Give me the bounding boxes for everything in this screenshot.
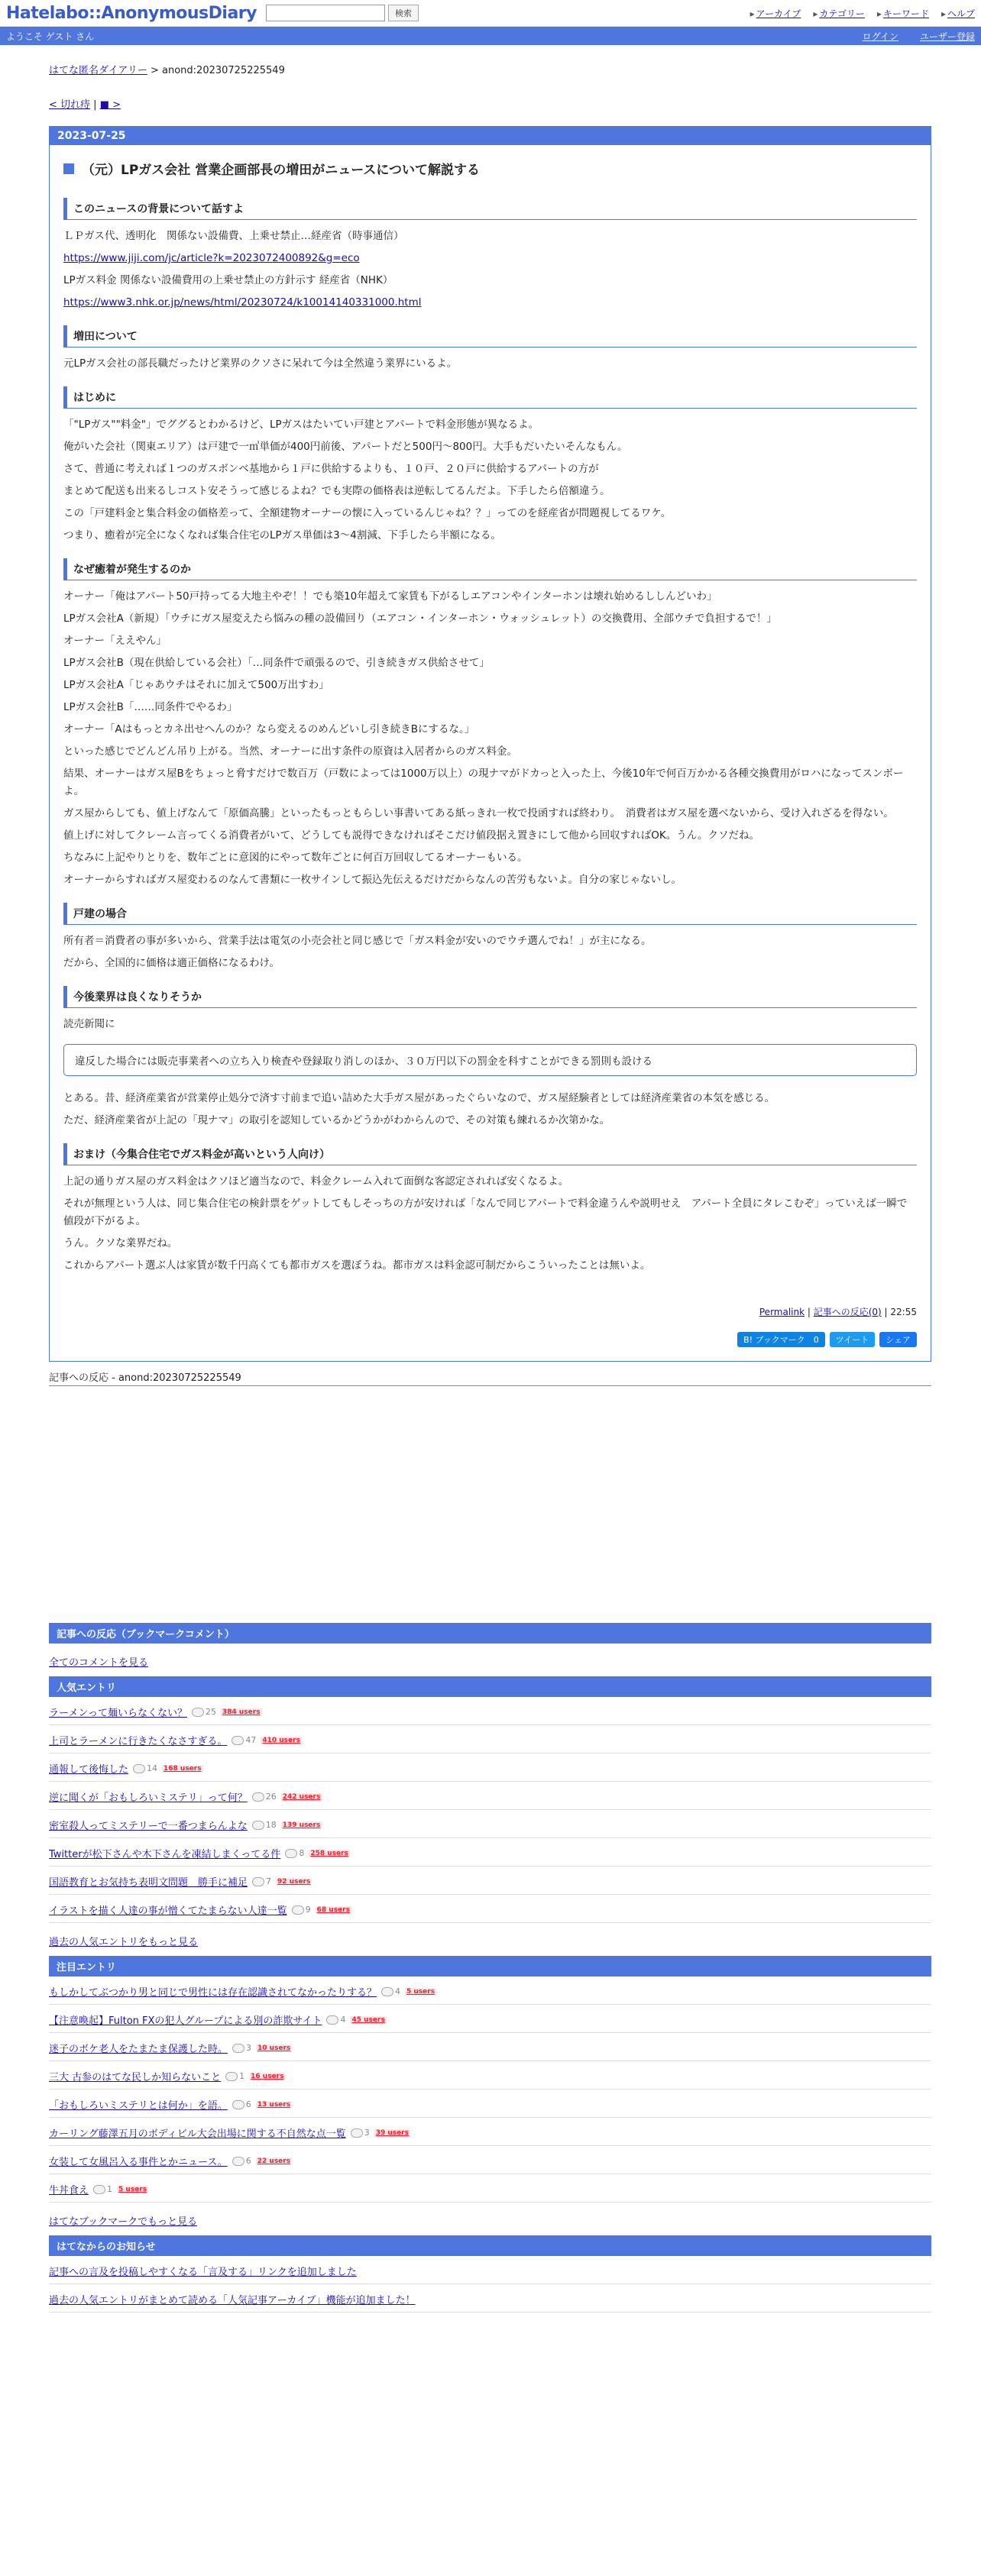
more-popular-link[interactable]: 過去の人気エントリをもっと見る (49, 1937, 199, 1948)
comment-count (232, 2099, 251, 2109)
bookmark-users-badge[interactable]: 16 users (251, 2072, 284, 2080)
comment-number: 4 (395, 1986, 401, 1996)
section-heading: 戸建の場合 (63, 903, 917, 925)
list-item (49, 1838, 931, 1867)
bookmark-users-badge[interactable]: 410 users (262, 1736, 300, 1744)
entry-link[interactable]: イラストを描く人達の事が憎くてたまらない人達一覧 (49, 1905, 287, 1917)
entry-link[interactable]: 逆に聞くが「おもしろいミステリ」って何？ (49, 1792, 248, 1804)
comment-number: 1 (107, 2184, 113, 2194)
comment-count (381, 1986, 400, 1996)
paragraph: 俺がいた会社（関東エリア）は戸建で一㎥単価が400円前後、アパートだと500円〜800円。大手もだいたいそんなもん。 (63, 441, 628, 453)
paragraph: とある。昔、経済産業省が営業停止処分で済す寸前まで追い詰めた大手ガス屋があったぐらいなので、ガス屋経験者としては経済産業省の本気を感じる。 (63, 1092, 775, 1104)
comment-count (351, 2128, 370, 2138)
news-link[interactable]: 過去の人気エントリがまとめて読める「人気記事アーカイブ」機能が追加ました！ (49, 2295, 416, 2306)
entry-link[interactable]: 女装して女風呂入る事件とかニュース。 (49, 2157, 228, 2168)
entry-time: 22:55 (890, 1307, 917, 1317)
bookmark-users-badge[interactable]: 258 users (310, 1849, 348, 1857)
section-heading: 増田について (63, 325, 917, 347)
bookmark-users-badge[interactable]: 39 users (375, 2128, 410, 2137)
pager (49, 96, 931, 111)
comment-count (252, 1820, 277, 1830)
news-link-jiji[interactable]: https://www.jiji.com/jc/article?k=2023072400892&g=eco (63, 252, 360, 264)
paragraph: ＬＰガス代、透明化 関係ない設備費、上乗せ禁止…経産省（時事通信） (63, 230, 404, 242)
list-item (49, 1782, 931, 1810)
list-item (49, 1895, 931, 1923)
comment-icon (351, 2128, 363, 2138)
paragraph: 所有者＝消費者の事が多いから、営業手法は電気の小売会社と同じ感じで「ガス料金が安いのでウチ選んでね！」が主になる。 (63, 935, 652, 947)
paragraph: オーナー「Aはもっとカネ出せへんのか？なら変えるのめんどいし引き続きBにするな。」 (63, 723, 475, 735)
paragraph: といった感じでどんどん吊り上がる。当然、オーナーに出す条件の原資は入居者からのガス料金。 (63, 745, 517, 758)
comment-count (231, 1735, 256, 1745)
section-heading: なぜ癒着が発生するのか (63, 558, 917, 580)
entry-date: 2023-07-25 (50, 127, 931, 145)
paragraph: 結果、オーナーはガス屋Bをちょっと脅すだけで数百万（戸数によっては1000万以上）の現ナマがドカっと入った上、今後10年で何百万かかる各種交換費用がロハになってスンボーよ。 (63, 768, 904, 797)
site-logo[interactable]: Hatelabo::AnonymousDiary (6, 3, 257, 23)
permalink[interactable]: Permalink (759, 1307, 805, 1317)
section-heading: はじめに (63, 386, 917, 409)
comment-count (292, 1905, 311, 1915)
entry-body (50, 145, 931, 1361)
comment-icon (133, 1764, 145, 1773)
next-entry-link[interactable]: ■ > (99, 99, 121, 111)
search-button[interactable]: 検索 (388, 5, 419, 21)
blank-area (49, 1386, 931, 1615)
comment-count (252, 1792, 277, 1802)
paragraph: ちなみに上記やりとりを、数年ごとに意図的にやって数年ごとに何百万回収してるオーナーもいる。 (63, 852, 528, 864)
nav-help[interactable]: ▸ ヘルプ (941, 7, 975, 20)
comment-icon (252, 1821, 264, 1830)
comment-number: 47 (245, 1735, 257, 1745)
comment-icon (252, 1877, 264, 1886)
paragraph: 「"LPガス""料金"」でググるとわかるけど、LPガスはたいてい戸建とアパートで料金形態が異なるよ。 (63, 419, 539, 431)
comment-icon (381, 1987, 393, 1996)
nav-category[interactable]: ▸ カテゴリー (813, 7, 865, 20)
comment-number: 7 (266, 1876, 272, 1886)
comment-icon (192, 1708, 204, 1717)
comment-icon (292, 1905, 304, 1915)
paragraph: LPガス料金 関係ない設備費用の上乗せ禁止の方針示す 経産省（NHK） (63, 274, 393, 286)
paragraph: これからアパート選ぶ人は家賃が数千円高くても都市ガスを選ぼうね。都市ガスは料金認可制だからこういったことは無いよ。 (63, 1259, 651, 1272)
prev-entry-link[interactable]: < 切れ痔 (49, 99, 91, 111)
comment-count (93, 2184, 112, 2194)
all-comments-link[interactable]: 全てのコメントを見る (49, 1657, 149, 1669)
bookmark-users-badge[interactable]: 242 users (282, 1792, 321, 1801)
paragraph: だから、全国的に価格は適正価格になるわけ。 (63, 957, 280, 969)
entry-box (49, 126, 931, 1362)
comment-count (225, 2071, 244, 2081)
comment-count (285, 1848, 304, 1858)
breadcrumb-home[interactable]: はてな匿名ダイアリー (49, 65, 147, 76)
paragraph: まとめて配送も出来るしコスト安そうって感じるよね？でも実際の価格表は逆転してるんだよ。下手したら倍額違う。 (63, 485, 610, 497)
comment-number: 1 (239, 2071, 245, 2081)
entry-link[interactable]: 牛丼食え (49, 2185, 89, 2196)
entry-link[interactable]: 【注意喚起】Fulton FXの犯人グループによる別の詐欺サイト (49, 2015, 322, 2027)
section-heading: このニュースの背景について話すよ (63, 198, 917, 220)
bookmark-users-badge[interactable]: 10 users (257, 2044, 291, 2052)
hatena-bookmark-button[interactable]: B! ブックマーク 0 (737, 1332, 825, 1347)
bookmark-users-badge[interactable]: 168 users (164, 1764, 202, 1773)
entry-link[interactable]: ラーメンって麺いらなくない？ (49, 1708, 187, 1719)
list-item (49, 1697, 931, 1725)
breadcrumb (49, 62, 931, 76)
comment-number: 9 (305, 1905, 311, 1915)
list-item (49, 1867, 931, 1895)
paragraph: 読売新聞に (63, 1018, 115, 1030)
paragraph: LPガス会社B「……同条件でやるわ」 (63, 701, 238, 713)
paragraph: この「戸建料金と集合料金の価格差って、全額建物オーナーの懐に入っているんじゃね？？」ってのを経産省が問題視してるワケ。 (63, 507, 672, 519)
entry-link[interactable]: 密室殺人ってミステリーで一番つまらんよな (49, 1821, 248, 1832)
search-input[interactable] (266, 5, 385, 21)
list-item (49, 2090, 931, 2118)
featured-list (49, 1976, 931, 2203)
comment-icon (232, 2157, 244, 2166)
top-bar (0, 0, 981, 27)
comment-number: 6 (245, 2156, 251, 2166)
comment-icon (232, 2100, 244, 2109)
comment-number: 8 (299, 1848, 305, 1858)
entry-link[interactable]: 通報して後悔した (49, 1764, 129, 1776)
pager-sep: | (90, 99, 100, 111)
list-item (49, 1976, 931, 2005)
entry-title-text: （元）LPガス会社 営業企画部長の増田がニュースについて解説する (82, 163, 481, 178)
paragraph: オーナー「俺はアパート50戸持ってる大地主やぞ！！でも築10年超えて家賃も下がるしエアコンやインターホンは壊れ始めるししんどいわ」 (63, 590, 717, 603)
comment-icon (232, 2044, 244, 2053)
paragraph: LPガス会社A「じゃあウチはそれに加えて500万出すわ」 (63, 679, 329, 691)
comment-number: 6 (245, 2099, 251, 2109)
entry-link[interactable]: 上司とラーメンに行きたくなさすぎる。 (49, 1736, 228, 1747)
bookmark-users-badge[interactable]: 384 users (222, 1708, 261, 1716)
welcome-bar (0, 27, 981, 45)
featured-heading: 注目エントリ (49, 1956, 931, 1976)
entry-link[interactable]: カーリング藤澤五月のボディビル大会出場に関する不自然な点一覧 (49, 2128, 346, 2140)
reactions-link[interactable]: 記事への反応(0) (813, 1307, 882, 1317)
comment-count (192, 1707, 216, 1717)
entry-link[interactable]: もしかしてぶつかり男と同じで男性には存在認識されてなかったりする？ (49, 1987, 377, 1999)
reactions-label: 記事への反応 - anond:20230725225549 (49, 1369, 931, 1386)
paragraph: 上記の通りガス屋のガス料金はクソほど適当なので、料金クレーム入れて面倒な客認定されれば安くなるよ。 (63, 1175, 569, 1188)
list-item (49, 2146, 931, 2174)
bookmark-users-badge[interactable]: 45 users (351, 2015, 385, 2024)
paragraph: 値上げに対してクレーム言ってくる消費者がいて、どうしても説得できなければそこだけ値段据え置きにして他から回収すればOK。うん。クソだね。 (63, 829, 760, 842)
comment-count (326, 2015, 345, 2025)
list-item (49, 2118, 931, 2146)
paragraph: ただ、経済産業省が上記の「現ナマ」の取引を認知しているかどうかがわからんので、その対策も練れるか次第かな。 (63, 1114, 610, 1126)
list-item (49, 1725, 931, 1753)
tweet-button[interactable]: ツイート (830, 1332, 875, 1347)
comment-icon (285, 1849, 297, 1858)
popular-heading: 人気エントリ (49, 1676, 931, 1697)
comment-icon (252, 1792, 264, 1802)
paragraph: オーナー「ええやん」 (63, 635, 167, 647)
list-item (49, 2005, 931, 2033)
paragraph: それが無理という人は、同じ集合住宅の検針票をゲットしてもしそっちの方が安ければ「なんで同じアパートで料金違うんや説明せえ アパート全員にタレこむぞ」っていえば一瞬で値段が下がるよ。 (63, 1198, 908, 1227)
facebook-share-button[interactable]: シェア (879, 1332, 917, 1347)
welcome-text: ようこそ ゲスト さん (6, 31, 95, 42)
bookmark-users-badge[interactable]: 92 users (277, 1877, 311, 1886)
comment-count (232, 2043, 251, 2053)
footer-sep: | (881, 1307, 891, 1317)
section-heading: 今後業界は良くなりそうか (63, 986, 917, 1008)
bookmark-heading: 記事への反応（ブックマークコメント） (49, 1623, 931, 1644)
square-icon[interactable] (63, 163, 74, 174)
bookmark-users-badge[interactable]: 13 users (257, 2100, 291, 2109)
bookmark-users-badge[interactable]: 22 users (257, 2157, 291, 2165)
comment-icon (225, 2072, 238, 2081)
bookmark-users-badge[interactable]: 68 users (316, 1905, 350, 1914)
login-link[interactable]: ログイン (862, 31, 898, 42)
paragraph: オーナーからすればガス屋変わるのなんて書類に一枚サインして振込先伝えるだけだからなんの苦労もないよ。自分の家じゃないし。 (63, 874, 682, 886)
entry-link[interactable]: 国語教育とお気持ち表明文問題 勝手に補足 (49, 1877, 248, 1889)
register-link[interactable]: ユーザー登録 (919, 31, 975, 42)
comment-number: 3 (364, 2128, 370, 2138)
nav-archive[interactable]: ▸ アーカイブ (750, 7, 801, 20)
main-column (49, 62, 931, 2313)
comment-icon (326, 2015, 338, 2025)
bookmark-users-badge[interactable]: 139 users (282, 1821, 321, 1829)
entry-link[interactable]: 三大 古参のはてな民しか知らないこと (49, 2072, 222, 2083)
popular-list (49, 1697, 931, 1923)
breadcrumb-current: anond:20230725225549 (162, 65, 285, 76)
paragraph: LPガス会社B（現在供給している会社）「…同条件で頑張るので、引き続きガス供給させて」 (63, 657, 490, 669)
list-item (49, 2061, 931, 2090)
section-heading: おまけ（今集合住宅でガス料金が高いという人向け） (63, 1143, 917, 1165)
paragraph: ガス屋からしても、値上げなんて「原価高騰」といったもっともらしい事書いてある紙っきれ一枚で投函すれば終わり。 消費者はガス屋を選べないから、受け入れざるを得ない。 (63, 807, 894, 819)
comment-number: 26 (265, 1792, 277, 1802)
paragraph: 元LPガス会社の部長職だったけど業界のクソさに呆れて今は全然違う業界にいるよ。 (63, 357, 458, 370)
nav-keyword[interactable]: ▸ キーワード (877, 7, 929, 20)
comment-number: 14 (147, 1763, 158, 1773)
search-form (266, 5, 419, 21)
top-nav (750, 7, 975, 20)
comment-icon (231, 1736, 244, 1745)
bookmark-users-badge[interactable]: 5 users (118, 2185, 147, 2193)
comment-number: 4 (340, 2015, 346, 2025)
comment-number: 3 (246, 2043, 252, 2053)
list-item (49, 2284, 931, 2313)
blockquote: 違反した場合には販売事業者への立ち入り検査や登録取り消しのほか、３０万円以下の罰金を科すことができる罰則も設ける (63, 1044, 917, 1076)
comment-count (232, 2156, 251, 2166)
news-link[interactable]: 記事への言及を投稿しやすくなる「言及する」リンクを追加しました (49, 2267, 357, 2278)
paragraph: うん。クソな業界だね。 (63, 1237, 178, 1249)
share-buttons (63, 1332, 917, 1347)
comment-number: 18 (265, 1820, 277, 1830)
entry-link[interactable]: Twitterが松下さんや木下さんを凍結しまくってる件 (49, 1849, 281, 1860)
more-featured-link[interactable]: はてなブックマークでもっと見る (49, 2216, 198, 2228)
news-heading: はてなからのお知らせ (49, 2235, 931, 2256)
paragraph: LPガス会社A（新規）「ウチにガス屋変えたら悩みの種の設備回り（エアコン・インターホン・ウォッシュレット）の交換費用、全部ウチで負担するで！」 (63, 612, 777, 625)
list-item (49, 2033, 931, 2061)
news-link-nhk[interactable]: https://www3.nhk.or.jp/news/html/20230724/k10014140331000.html (63, 296, 422, 309)
breadcrumb-sep: > (147, 65, 163, 76)
comment-number: 25 (205, 1707, 216, 1717)
list-item (49, 1753, 931, 1782)
entry-footer (63, 1305, 917, 1318)
entry-link[interactable]: 迷子のボケ老人をたまたま保護した時。 (49, 2044, 228, 2055)
list-item (49, 2174, 931, 2203)
bookmark-users-badge[interactable]: 5 users (406, 1987, 435, 1996)
comment-count (133, 1763, 157, 1773)
list-item (49, 1810, 931, 1838)
entry-link[interactable]: 「おもしろいミステリとは何か」を語。 (49, 2100, 228, 2112)
paragraph: さて、普通に考えれば１つのガスボンベ基地から１戸に供給するよりも、１０戸、２０戸に供給するアパートの方が (63, 463, 599, 475)
comment-count (252, 1876, 271, 1886)
paragraph: つまり、癒着が完全になくなれば集合住宅のLPガス単価は3〜4割減、下手したら半額になる。 (63, 529, 501, 541)
list-item (49, 2256, 931, 2284)
comment-icon (93, 2185, 105, 2194)
footer-sep: | (805, 1307, 814, 1317)
entry-title (63, 159, 917, 178)
